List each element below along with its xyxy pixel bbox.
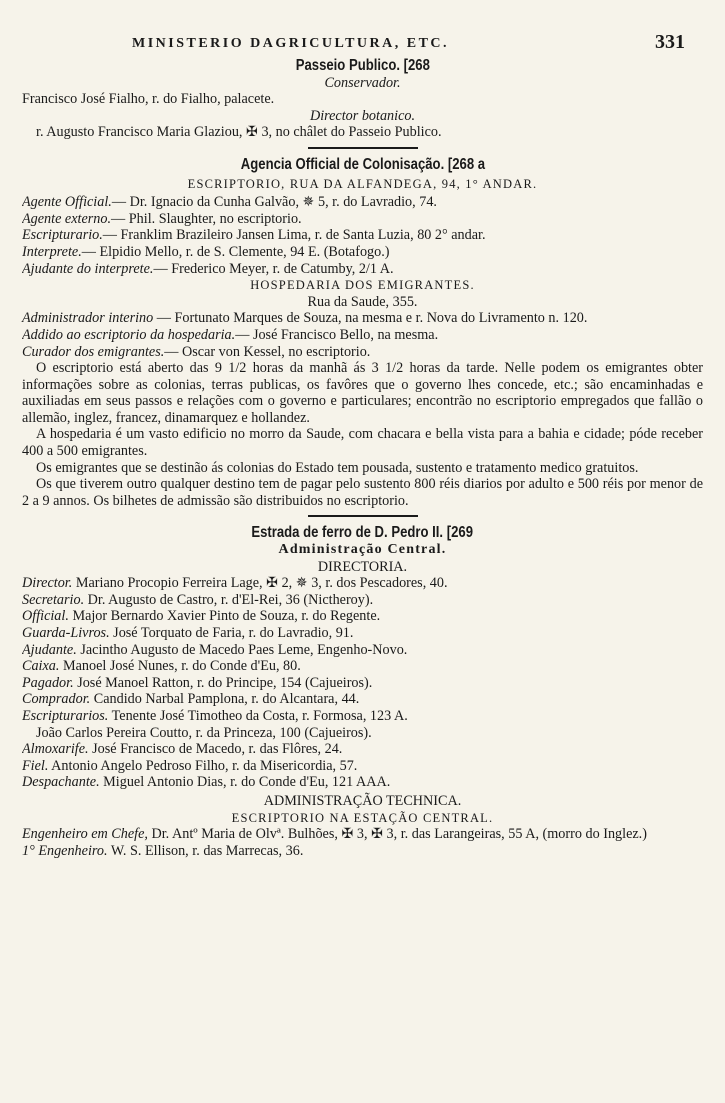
entry-line (22, 642, 703, 659)
role-label: Conservador. (324, 74, 401, 91)
entry-role: Director. (22, 575, 73, 592)
entry-role: Despachante. (22, 774, 100, 791)
section-estrada-de-ferro (22, 525, 703, 859)
subsection-heading: ADMINISTRAÇÃO TECHNICA. (263, 792, 462, 809)
entry-role: Guarda-Livros. (22, 625, 110, 641)
entry-text: Antonio Angelo Pedroso Filho, r. da Misericordia, 57. (48, 757, 358, 774)
entry-role: Curador dos emigrantes. (22, 343, 165, 360)
entry-text: Major Bernardo Xavier Pinto de Souza, r. do Regente. (68, 608, 381, 625)
entry-text: João Carlos Pereira Coutto, r. da Princeza, 100 (Cajueiros). (36, 724, 372, 741)
entry-line (22, 708, 703, 725)
entry-text: Miguel Antonio Dias, r. do Conde d'Eu, 121 AAA. (99, 774, 391, 791)
running-head-title: MINISTERIO DAGRICULTURA, ETC. (132, 36, 450, 51)
entry-line (22, 310, 703, 327)
entry-text: Tenente José Timotheo da Costa, r. Formosa, 123 A. (108, 707, 408, 724)
entry-line (22, 227, 703, 244)
entry-role: Agente Official. (22, 194, 112, 211)
entry-line (22, 575, 703, 592)
entry-line (22, 608, 703, 625)
running-head (22, 31, 703, 58)
entry-line (22, 741, 703, 758)
entry-text: — Phil. Slaughter, no escriptorio. (111, 210, 302, 227)
entry-text: — Frederico Meyer, r. de Catumby, 2/1 A. (153, 260, 394, 277)
entry-role: 1° Engenheiro. (22, 842, 108, 859)
entry-role: Secretario. (22, 591, 85, 608)
paragraph: A hospedaria é um vasto edificio no morro da Saude, com chacara e bella vista para a bahia e cidade; póde receber 400 a 500 emigrantes. (22, 426, 703, 460)
section-passeio-publico (22, 58, 703, 149)
entry-role: Agente externo. (22, 210, 112, 227)
entry-role: Caixa. (22, 658, 60, 675)
entry-role: Ajudante. (22, 641, 77, 658)
entry-role: Addido ao escriptorio da hospedaria. (22, 326, 236, 343)
section-divider (308, 515, 418, 517)
entry-role: Fiel. (22, 757, 49, 774)
entry-line (22, 843, 703, 860)
entry-text: W. S. Ellison, r. das Marrecas, 36. (107, 842, 304, 859)
paragraph: Os emigrantes que se destinão ás colonias do Estado tem pousada, sustento e tratamento medico gratuitos. (36, 459, 639, 476)
entry-line (22, 592, 703, 609)
entry-line (22, 774, 703, 791)
entry-role: Ajudante do interprete. (22, 260, 154, 277)
subsection-heading: Administração Central. (278, 542, 447, 558)
page-number: 331 (655, 31, 685, 53)
entry-line (22, 211, 703, 228)
entry-text: Manoel José Nunes, r. do Conde d'Eu, 80. (59, 658, 301, 675)
entry-text: — Dr. Ignacio da Cunha Galvão, ✵ 5, r. do Lavradio, 74. (111, 194, 437, 211)
section-heading: Passeio Publico. [268 (295, 57, 430, 74)
entry-text: — Franklim Brazileiro Jansen Lima, r. de Santa Luzia, 80 2° andar. (102, 227, 486, 244)
entry-text: — Elpidio Mello, r. de S. Clemente, 94 E. (Botafogo.) (81, 243, 390, 260)
subsection-heading: DIRECTORIA. (317, 558, 408, 575)
entry-line (22, 344, 703, 361)
section-divider (308, 147, 418, 149)
address-line: Rua da Saude, 355. (307, 293, 418, 310)
entry-text: José Torquato de Faria, r. do Lavradio, 91. (109, 625, 354, 641)
entry-line (22, 194, 703, 211)
entry-line (22, 327, 703, 344)
entry-role: Escripturario. (22, 227, 103, 244)
entry-text: Candido Narbal Pamplona, r. do Alcantara, 44. (90, 691, 360, 708)
paragraph: O escriptorio está aberto das 9 1/2 horas da manhã ás 3 1/2 horas da tarde. Nelle podem os emigrantes obter informações sobre as colonias, terras publicas, os favôres que o governo lhes concede, etc.; são encaminhadas e auxiliadas em seus passos e relações com o governo e particulares; encontrão no escriptorio empregados que fallão o allemão, inglez, francez, dinamarquez e hollandez. (22, 360, 703, 426)
entry-text: Jacintho Augusto de Macedo Paes Leme, Engenho-Novo. (76, 641, 408, 658)
entry-role: Pagador. (22, 674, 74, 691)
entry-line (22, 658, 703, 675)
entry-line (22, 244, 703, 261)
section-heading: Agencia Official de Colonisação. [268 a (240, 155, 485, 173)
role-label: Director botanico. (309, 107, 416, 124)
entry-line (22, 261, 703, 278)
entry-role: Interprete. (22, 243, 82, 260)
entry-text: — Oscar von Kessel, no escriptorio. (164, 343, 371, 360)
entry-line (22, 758, 703, 775)
entry-text: — José Francisco Bello, na mesma. (235, 326, 439, 343)
entry-role: Comprador. (22, 691, 91, 708)
entry-text: José Manoel Ratton, r. do Principe, 154 (Cajueiros). (73, 674, 373, 691)
entry-text: José Francisco de Macedo, r. das Flôres, 24. (88, 741, 343, 758)
paragraph: Os que tiverem outro qualquer destino tem de pagar pelo sustento 800 réis diarios por adulto e 500 réis por menor de 2 a 9 annos. Os bilhetes de admissão são distribuidos no escriptorio. (22, 476, 703, 509)
entry-line (22, 725, 703, 742)
entry-line (22, 625, 703, 642)
entry-text: Dr. Antº Maria de Olvª. Bulhões, ✠ 3, ✠ 3, r. das Larangeiras, 55 A, (morro do Inglez.) (147, 826, 647, 843)
entry: Francisco José Fialho, r. do Fialho, palacete. (22, 91, 275, 108)
entry-role: Administrador interino (22, 310, 154, 327)
entry-text: Dr. Augusto de Castro, r. d'El-Rei, 36 (Nictheroy). (84, 591, 374, 608)
entry-role: Escripturarios. (22, 707, 109, 724)
address-line: ESCRIPTORIO NA ESTAÇÃO CENTRAL. (231, 810, 494, 825)
address-line: ESCRIPTORIO, RUA DA ALFANDEGA, 94, 1° ANDAR. (187, 176, 538, 191)
entry: r. Augusto Francisco Maria Glaziou, ✠ 3, no châlet do Passeio Publico. (36, 124, 442, 141)
entry-role: Engenheiro em Chefe, (22, 826, 148, 843)
entry-line (22, 826, 703, 843)
entry-role: Almoxarife. (22, 741, 89, 758)
entry-role: Official. (22, 608, 69, 625)
entry-line (22, 675, 703, 692)
entry-text: — Fortunato Marques de Souza, na mesma e r. Nova do Livramento n. 120. (153, 310, 588, 327)
entry-line (22, 691, 703, 708)
section-heading: Estrada de ferro de D. Pedro II. [269 (251, 524, 474, 542)
subsection-heading: HOSPEDARIA DOS EMIGRANTES. (250, 278, 475, 293)
section-agencia-colonisacao (22, 157, 703, 517)
entry-text: Mariano Procopio Ferreira Lage, ✠ 2, ✵ 3, r. dos Pescadores, 40. (72, 575, 448, 592)
